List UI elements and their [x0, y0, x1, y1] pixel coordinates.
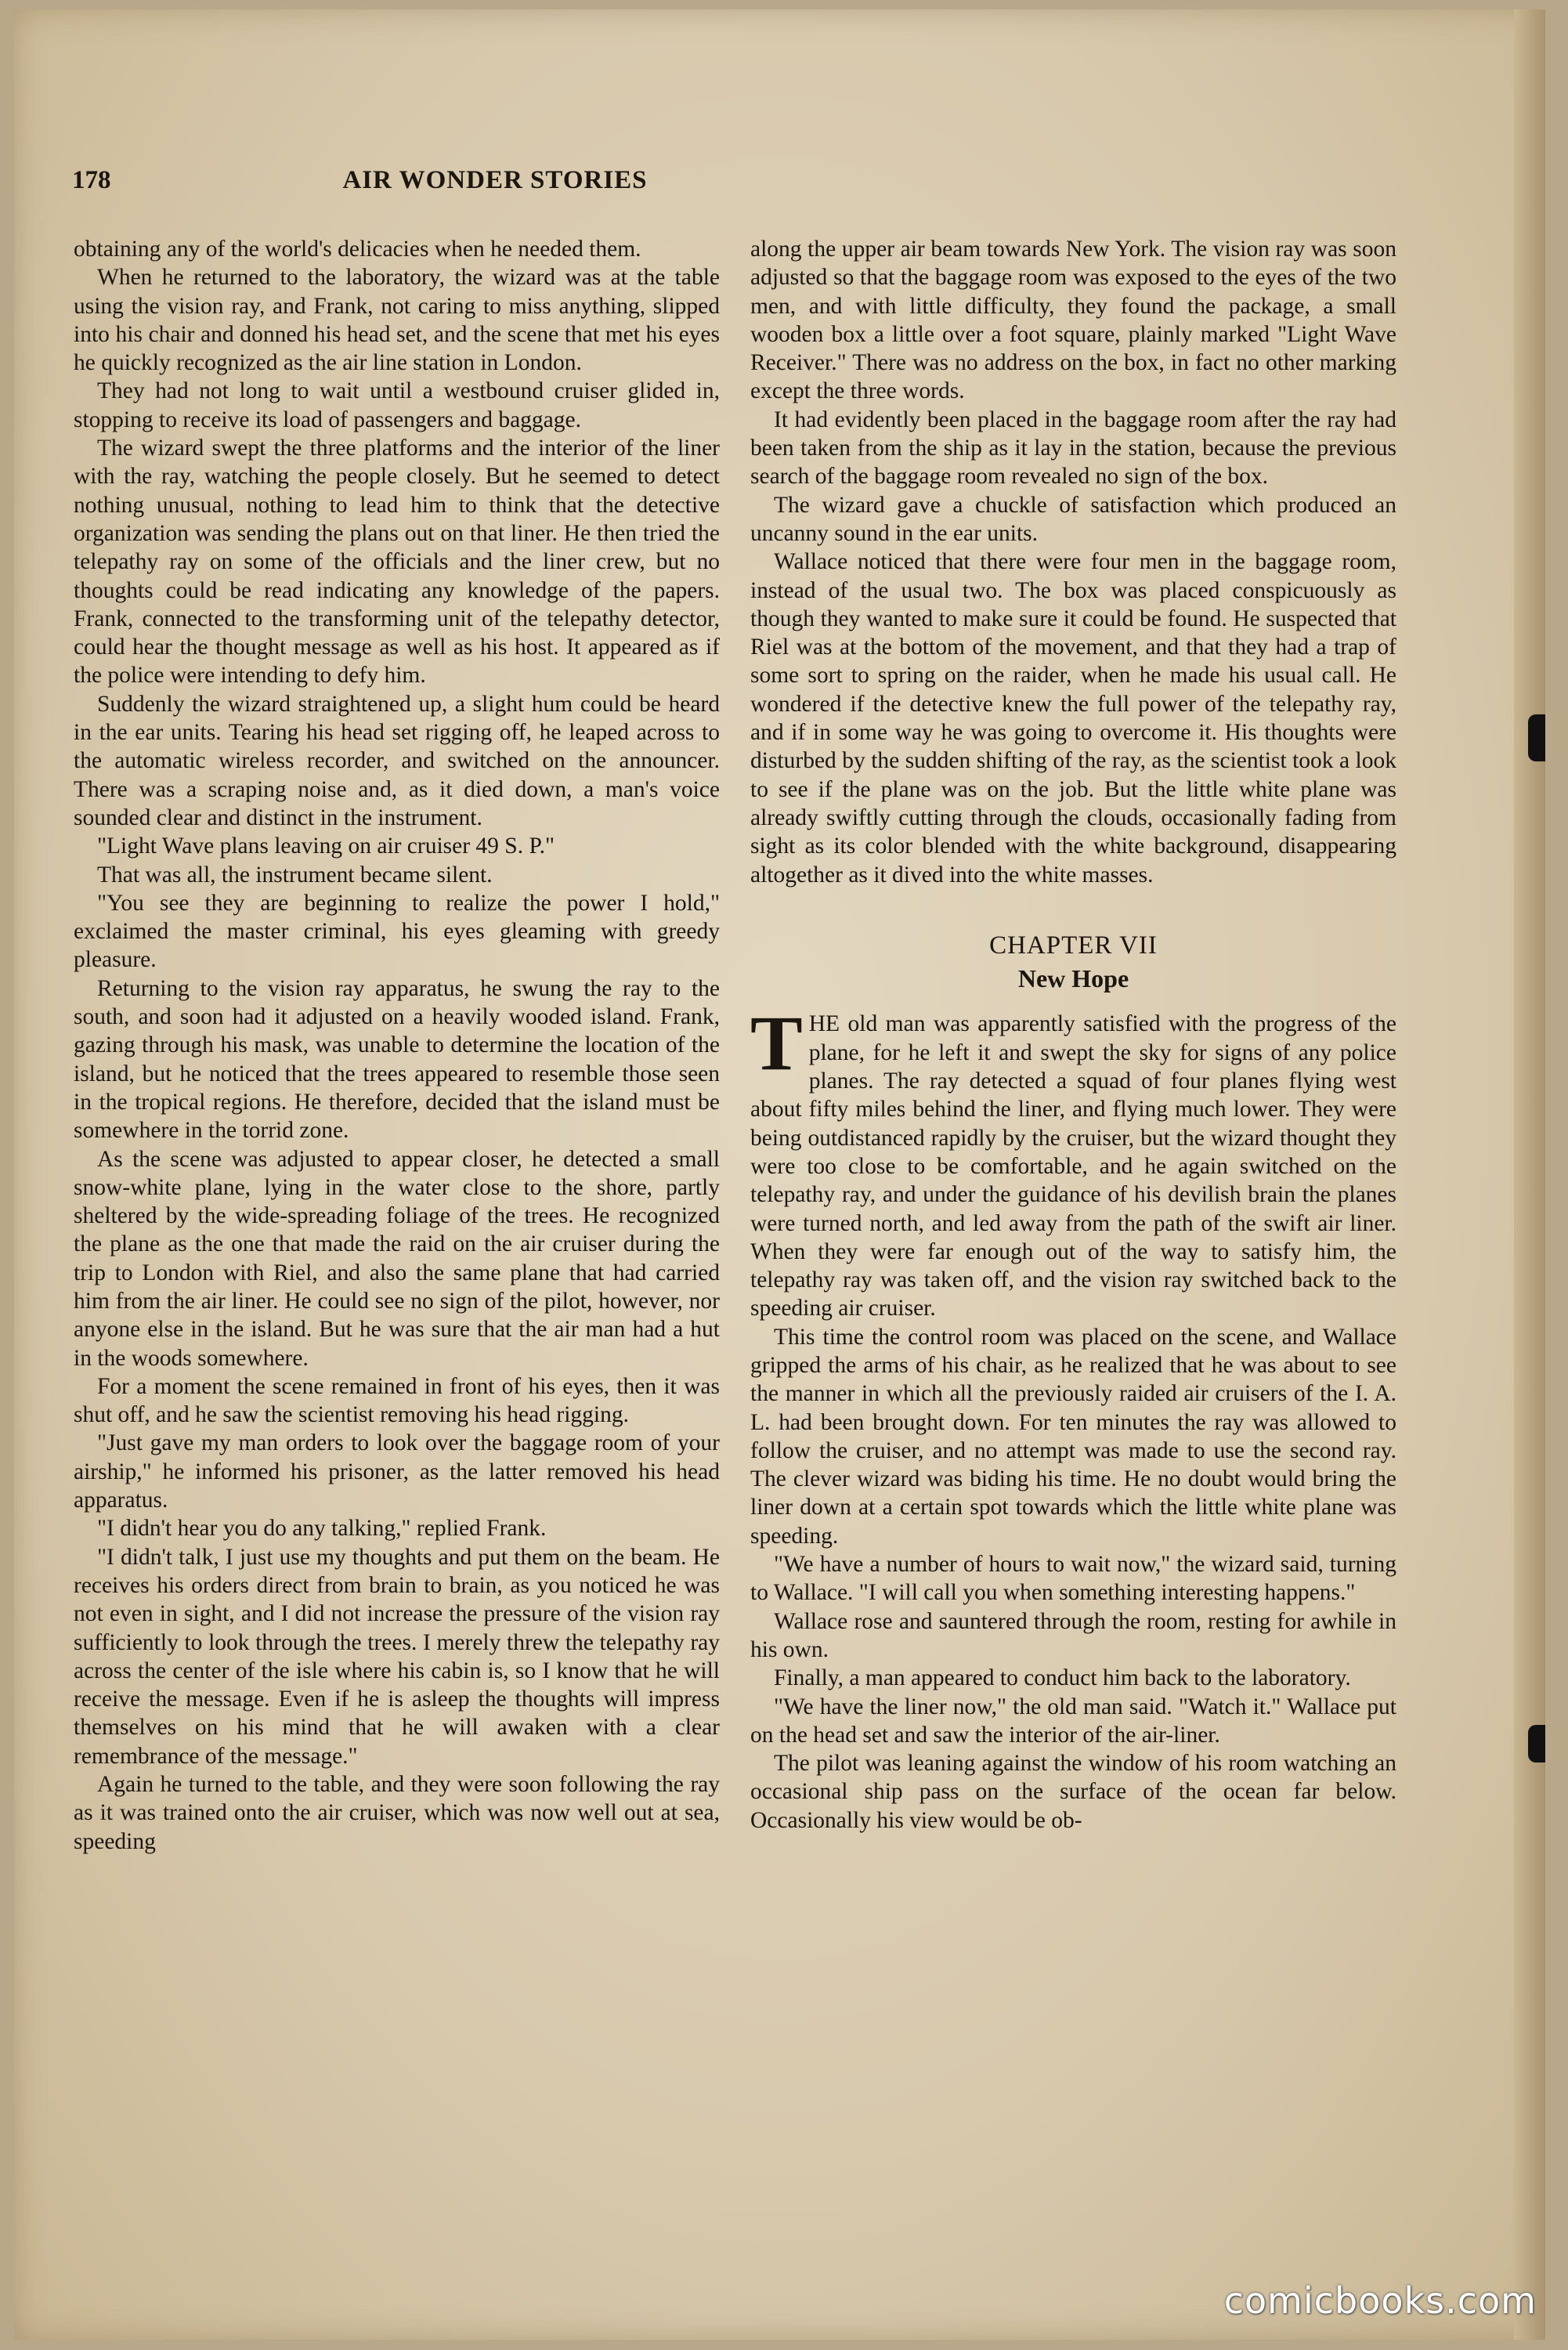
binding-hole [1528, 714, 1545, 761]
paragraph: Wallace rose and sauntered through the room, resting for awhile in his own. [750, 1608, 1396, 1662]
running-head: AIR WONDER STORIES [342, 166, 648, 194]
paragraph: The pilot was leaning against the window of his room watching an occasional ship pass on the surface of the ocean far below. Occasionally his view would be ob- [750, 1751, 1396, 1833]
paragraph: Finally, a man appeared to conduct him back to the laboratory. [774, 1665, 1351, 1691]
drop-cap: T [750, 1000, 803, 1087]
watermark-logo: comicbooks.com [1223, 2280, 1537, 2322]
paragraph: "I didn't hear you do any talking," replied Frank. [97, 1516, 547, 1542]
paragraph: Returning to the vision ray apparatus, he swung the ray to the south, and soon had it adjusted on a heavily wooded island. Frank, gazing through his mask, was unable to determine the location of the island, but he noticed that the trees appeared to resemble those seen in the tropical regions. He therefore, decided that the island must be somewhere in the torrid zone. [74, 975, 720, 1144]
paragraph: Again he turned to the table, and they were soon following the ray as it was trained onto the air cruiser, which was now well out at sea, speeding [74, 1772, 720, 1854]
paragraph: "You see they are beginning to realize the power I hold," exclaimed the master criminal, his eyes gleaming with greedy pleasure. [74, 890, 720, 973]
paragraph-text: HE old man was apparently satisfied with the progress of the plane, for he left it and swept the sky for signs of any police planes. The ray detected a squad of four planes flying west about fifty miles behind the liner, and flying much lower. They were being outdistanced rapidly by the cruiser, but the wizard thought they were too close to be comfortable, and he again switched on the telepathy ray, and under the guidance of his devilish brain the planes were turned north, and led away from the path of the swift air liner. When they were far enough out of the way to satisfy him, the telepathy ray was taken off, and the vision ray switched back to the speeding air cruiser. [750, 1011, 1396, 1321]
paragraph: along the upper air beam towards New York. The vision ray was soon adjusted so that the baggage room was exposed to the eyes of the two men, and with little difficulty, they found the package, a small wooden box a little over a foot square, plainly marked "Light Wave Receiver." There was no address on the box, in fact no other marking except the three words. [750, 237, 1396, 404]
paragraph: "We have a number of hours to wait now," the wizard said, turning to Wallace. "I will call you when something interesting happens." [750, 1552, 1396, 1606]
paragraph: Wallace noticed that there were four men in the baggage room, instead of the usual two. The box was placed conspicuously as though they wanted to make sure it could be found. He suspected that Riel was at the bottom of the movement, and that they had a trap of some sort to spring on the raider, when he made his usual call. He wondered if the detective knew the full power of the telepathy ray, and if in some way he was going to overcome it. His thoughts were disturbed by the sudden shifting of the ray, as the scientist took a look to see if the plane was on the job. But the little white plane was already swiftly cutting through the clouds, occasionally fading from sight as its color blended with the white background, disappearing altogether as it dived into the white masses. [750, 549, 1396, 888]
left-column [74, 235, 720, 1856]
paragraph: "We have the liner now," the old man said. "Watch it." Wallace put on the head set and saw the interior of the air-liner. [750, 1694, 1396, 1748]
chapter-heading: CHAPTER VII [989, 931, 1158, 960]
page-header [72, 166, 918, 205]
chapter-opening-paragraph [750, 1000, 1396, 1322]
right-column [750, 235, 1396, 1835]
paragraph: The wizard swept the three platforms and the interior of the liner with the ray, watching the people closely. But he seemed to detect nothing unusual, nothing to lead him to think that the detective organization was sending the plans out on that liner. He then tried the telepathy ray on some of the officials and the liner crew, but no thoughts could be read indicating any knowledge of the papers. Frank, connected to the transforming unit of the telepathy detector, could hear the thought message as well as his host. It appeared as if the police were intending to defy him. [74, 436, 720, 689]
paragraph: "I didn't talk, I just use my thoughts and put them on the beam. He receives his orders direct from brain to brain, as you noticed he was not even in sight, and I did not increase the pressure of the vision ray sufficiently to look through the trees. I merely threw the telepathy ray across the center of the isle where his cabin is, so I know that he will receive the message. Even if he is asleep the thoughts will impress themselves on his mind that he will awaken with a clear remembrance of the message." [74, 1544, 720, 1769]
paragraph: When he returned to the laboratory, the wizard was at the table using the vision ray, and Frank, not caring to miss anything, slipped into his chair and donned his head set, and the scene that met his eyes he quickly recognized as the air line station in London. [74, 265, 720, 376]
paragraph: "Just gave my man orders to look over the baggage room of your airship," he informed his prisoner, as the latter removed his head apparatus. [74, 1430, 720, 1513]
paragraph: Suddenly the wizard straightened up, a slight hum could be heard in the ear units. Tearing his head set rigging off, he leaped across to the automatic wireless recorder, and switched on the announcer. There was a scraping noise and, as it died down, a man's voice sounded clear and distinct in the instrument. [74, 691, 720, 830]
paragraph: It had evidently been placed in the baggage room after the ray had been taken from the ship as it lay in the station, because the previous search of the baggage room revealed no sign of the box. [750, 407, 1396, 490]
chapter-title: New Hope [1017, 964, 1129, 993]
paragraph: As the scene was adjusted to appear closer, he detected a small snow-white plane, lying in the water close to the shore, partly sheltered by the wide-spreading foliage of the trees. He recognized the plane as the one that made the raid on the air cruiser during the trip to London with Riel, and also the same plane that had carried him from the air liner. He could see no sign of the pilot, however, nor anyone else in the island. But he was sure that the air man had a hut in the woods somewhere. [74, 1146, 720, 1371]
page-number: 178 [72, 166, 111, 194]
paragraph: This time the control room was placed on the scene, and Wallace gripped the arms of his chair, as he realized that he was about to see the manner in which all the previously raided air cruisers of the I. A. L. had been brought down. For ten minutes the ray was allowed to follow the cruiser, and no attempt was made to use the second ray. The clever wizard was biding his time. He no doubt would bring the liner down at a certain spot towards which the little white plane was speeding. [750, 1324, 1396, 1549]
paragraph: obtaining any of the world's delicacies when he needed them. [74, 237, 641, 262]
page-spine-edge [1514, 9, 1545, 2340]
paragraph: The wizard gave a chuckle of satisfaction which produced an uncanny sound in the ear units. [750, 492, 1396, 546]
binding-hole [1528, 1725, 1545, 1762]
paragraph: They had not long to wait until a westbound cruiser glided in, stopping to receive its load of passengers and baggage. [74, 378, 720, 432]
paragraph: That was all, the instrument became silent. [97, 862, 493, 888]
paragraph: "Light Wave plans leaving on air cruiser 49 S. P." [97, 833, 555, 859]
paragraph: For a moment the scene remained in front of his eyes, then it was shut off, and he saw the scientist removing his head rigging. [74, 1373, 720, 1428]
